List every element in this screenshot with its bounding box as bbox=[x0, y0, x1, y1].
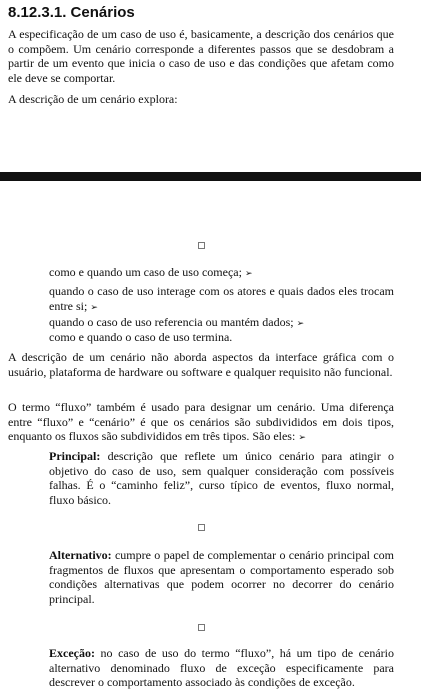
flow-text: cumpre o papel de complementar o cenário principal com fragmentos de fluxos que apresentam o comportamento esperado sob condições alternativas que podem ocorrer no decorrer do cenário principal. bbox=[49, 548, 394, 606]
list-item-text: quando o caso de uso interage com os atores e quais dados eles trocam entre si; bbox=[49, 284, 394, 313]
arrow-bullet-icon: ➢ bbox=[296, 319, 305, 329]
explores-paragraph: A descrição de um cenário explora: bbox=[8, 92, 178, 106]
section-heading: 8.12.3.1. Cenários bbox=[8, 4, 135, 21]
flow-text: no caso de uso do termo “fluxo”, há um tipo de cenário alternativo denominado fluxo de exceção especificamente para descrever o comportamento associado às condições de exceção. bbox=[49, 646, 394, 690]
no-interface-paragraph: A descrição de um cenário não aborda aspectos da interface gráfica com o usuário, plataforma de hardware ou software e qualquer requisito não funcional. bbox=[8, 350, 394, 379]
list-item-text: quando o caso de uso referencia ou mantém dados; bbox=[49, 315, 294, 329]
list-item bbox=[49, 330, 394, 345]
arrow-bullet-icon: ➢ bbox=[298, 433, 306, 444]
flow-intro-paragraph bbox=[8, 400, 394, 446]
flow-excecao bbox=[49, 646, 394, 690]
flow-text: descrição que reflete um único cenário para atingir o objetivo do caso de uso, sem qualquer consideração com possíveis falhas. É o “caminho feliz”, curso típico de eventos, fluxo normal, fluxo básico. bbox=[49, 449, 394, 507]
arrow-bullet-icon: ➢ bbox=[90, 302, 98, 313]
flow-label: Principal: bbox=[49, 449, 101, 463]
list-item bbox=[49, 265, 389, 282]
list-item-text: como e quando o caso de uso termina. bbox=[49, 330, 233, 344]
list-item-text: como e quando um caso de uso começa; bbox=[49, 265, 242, 279]
list-item bbox=[49, 284, 394, 315]
checkbox-placeholder-icon bbox=[198, 524, 205, 531]
black-divider bbox=[0, 172, 421, 181]
flow-principal bbox=[49, 449, 394, 507]
intro-paragraph: A especificação de um caso de uso é, basicamente, a descrição dos cenários que o compõem. Um cenário corresponde a diferentes passos que se desdobram a partir de um evento que inicia o caso de uso e das condições que afetam como ele deve se comportar. bbox=[8, 27, 394, 85]
flow-intro-text: O termo “fluxo” também é usado para designar um cenário. Uma diferença entre “fluxo” e “cenário” é que os cenários são subdivididos em dois tipos, enquanto os fluxos são subdivididos em três tipos. São eles: bbox=[8, 400, 394, 444]
flow-alternativo bbox=[49, 548, 394, 606]
arrow-bullet-icon: ➢ bbox=[244, 269, 253, 279]
flow-label: Alternativo: bbox=[49, 548, 112, 562]
flow-label: Exceção: bbox=[49, 646, 95, 660]
checkbox-placeholder-icon bbox=[198, 242, 205, 249]
checkbox-placeholder-icon bbox=[198, 624, 205, 631]
